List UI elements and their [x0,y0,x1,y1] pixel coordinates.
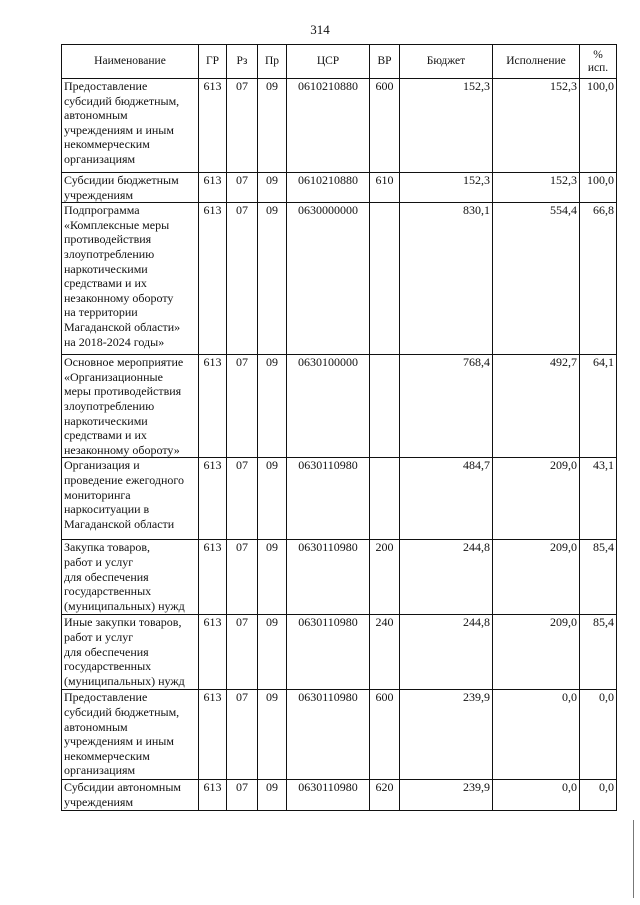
cell-percent: 64,1 [580,355,617,458]
cell-name: Закупка товаров, работ и услуг для обеспечения государственных (муниципальных) нужд [62,540,199,615]
cell-rz: 07 [227,79,258,173]
header-csr: ЦСР [287,45,370,79]
cell-gr: 613 [199,79,227,173]
cell-csr: 0630000000 [287,203,370,355]
cell-csr: 0630100000 [287,355,370,458]
cell-execution: 209,0 [493,458,580,540]
cell-vr: 620 [370,780,400,810]
header-gr: ГР [199,45,227,79]
cell-gr: 613 [199,203,227,355]
cell-rz: 07 [227,540,258,615]
header-percent: % исп. [580,45,617,79]
table-row [62,355,617,458]
cell-csr: 0630110980 [287,458,370,540]
cell-budget: 768,4 [400,355,493,458]
cell-execution: 209,0 [493,540,580,615]
cell-name: Иные закупки товаров, работ и услуг для обеспечения государственных (муниципальных) нужд [62,615,199,690]
cell-budget: 244,8 [400,615,493,690]
cell-rz: 07 [227,780,258,810]
cell-rz: 07 [227,355,258,458]
page-number: 314 [310,22,330,37]
cell-budget: 484,7 [400,458,493,540]
header-name: Наименование [62,45,199,79]
table-row [62,690,617,780]
cell-execution: 0,0 [493,690,580,780]
cell-vr [370,458,400,540]
cell-name: Предоставление субсидий бюджетным, автономным учреждениям и иным некоммерческим организациям [62,79,199,173]
cell-execution: 554,4 [493,203,580,355]
cell-percent: 85,4 [580,615,617,690]
cell-pr: 09 [258,203,287,355]
cell-percent: 0,0 [580,780,617,810]
header-pr: Пр [258,45,287,79]
cell-csr: 0610210880 [287,79,370,173]
cell-csr: 0630110980 [287,780,370,810]
cell-percent: 0,0 [580,690,617,780]
cell-execution: 152,3 [493,79,580,173]
table-row [62,458,617,540]
cell-name: Субсидии автономным учреждениям [62,780,199,810]
table-row [62,79,617,173]
header-rz: Рз [227,45,258,79]
cell-budget: 244,8 [400,540,493,615]
cell-vr: 200 [370,540,400,615]
cell-rz: 07 [227,690,258,780]
cell-gr: 613 [199,540,227,615]
cell-vr: 240 [370,615,400,690]
header-vr: ВР [370,45,400,79]
cell-pr: 09 [258,780,287,810]
cell-rz: 07 [227,458,258,540]
header-execution: Исполнение [493,45,580,79]
budget-execution-table [61,44,617,811]
table-row [62,203,617,355]
cell-pr: 09 [258,79,287,173]
cell-name: Подпрограмма «Комплексные меры противодействия злоупотреблению наркотическими средствами и их незаконному обороту на территории Магаданской области» на 2018-2024 годы» [62,203,199,355]
table-header-row [62,45,617,79]
cell-rz: 07 [227,203,258,355]
cell-percent: 85,4 [580,540,617,615]
cell-rz: 07 [227,173,258,203]
cell-vr: 610 [370,173,400,203]
cell-percent: 66,8 [580,203,617,355]
cell-vr [370,203,400,355]
cell-percent: 100,0 [580,173,617,203]
cell-pr: 09 [258,615,287,690]
table-row [62,615,617,690]
cell-vr: 600 [370,79,400,173]
cell-budget: 239,9 [400,780,493,810]
table-row [62,540,617,615]
cell-budget: 152,3 [400,173,493,203]
cell-vr [370,355,400,458]
cell-name: Субсидии бюджетным учреждениям [62,173,199,203]
cell-budget: 152,3 [400,79,493,173]
cell-percent: 100,0 [580,79,617,173]
cell-csr: 0610210880 [287,173,370,203]
cell-pr: 09 [258,355,287,458]
cell-execution: 152,3 [493,173,580,203]
cell-csr: 0630110980 [287,690,370,780]
cell-execution: 0,0 [493,780,580,810]
cell-vr: 600 [370,690,400,780]
cell-name: Основное мероприятие «Организационные меры противодействия злоупотреблению наркотическими средствами и их незаконному обороту» [62,355,199,458]
table-row [62,173,617,203]
cell-gr: 613 [199,690,227,780]
cell-percent: 43,1 [580,458,617,540]
table-body [62,79,617,811]
cell-execution: 492,7 [493,355,580,458]
cell-execution: 209,0 [493,615,580,690]
cell-pr: 09 [258,540,287,615]
cell-gr: 613 [199,458,227,540]
cell-pr: 09 [258,690,287,780]
cell-csr: 0630110980 [287,540,370,615]
table-row [62,780,617,810]
cell-gr: 613 [199,173,227,203]
cell-csr: 0630110980 [287,615,370,690]
cell-rz: 07 [227,615,258,690]
cell-pr: 09 [258,458,287,540]
cell-gr: 613 [199,615,227,690]
cell-pr: 09 [258,173,287,203]
cell-budget: 239,9 [400,690,493,780]
cell-name: Организация и проведение ежегодного мониторинга наркоситуации в Магаданской области [62,458,199,540]
header-budget: Бюджет [400,45,493,79]
cell-budget: 830,1 [400,203,493,355]
cell-gr: 613 [199,780,227,810]
cell-name: Предоставление субсидий бюджетным, автономным учреждениям и иным некоммерческим организациям [62,690,199,780]
scan-edge-mark [633,820,634,898]
cell-gr: 613 [199,355,227,458]
